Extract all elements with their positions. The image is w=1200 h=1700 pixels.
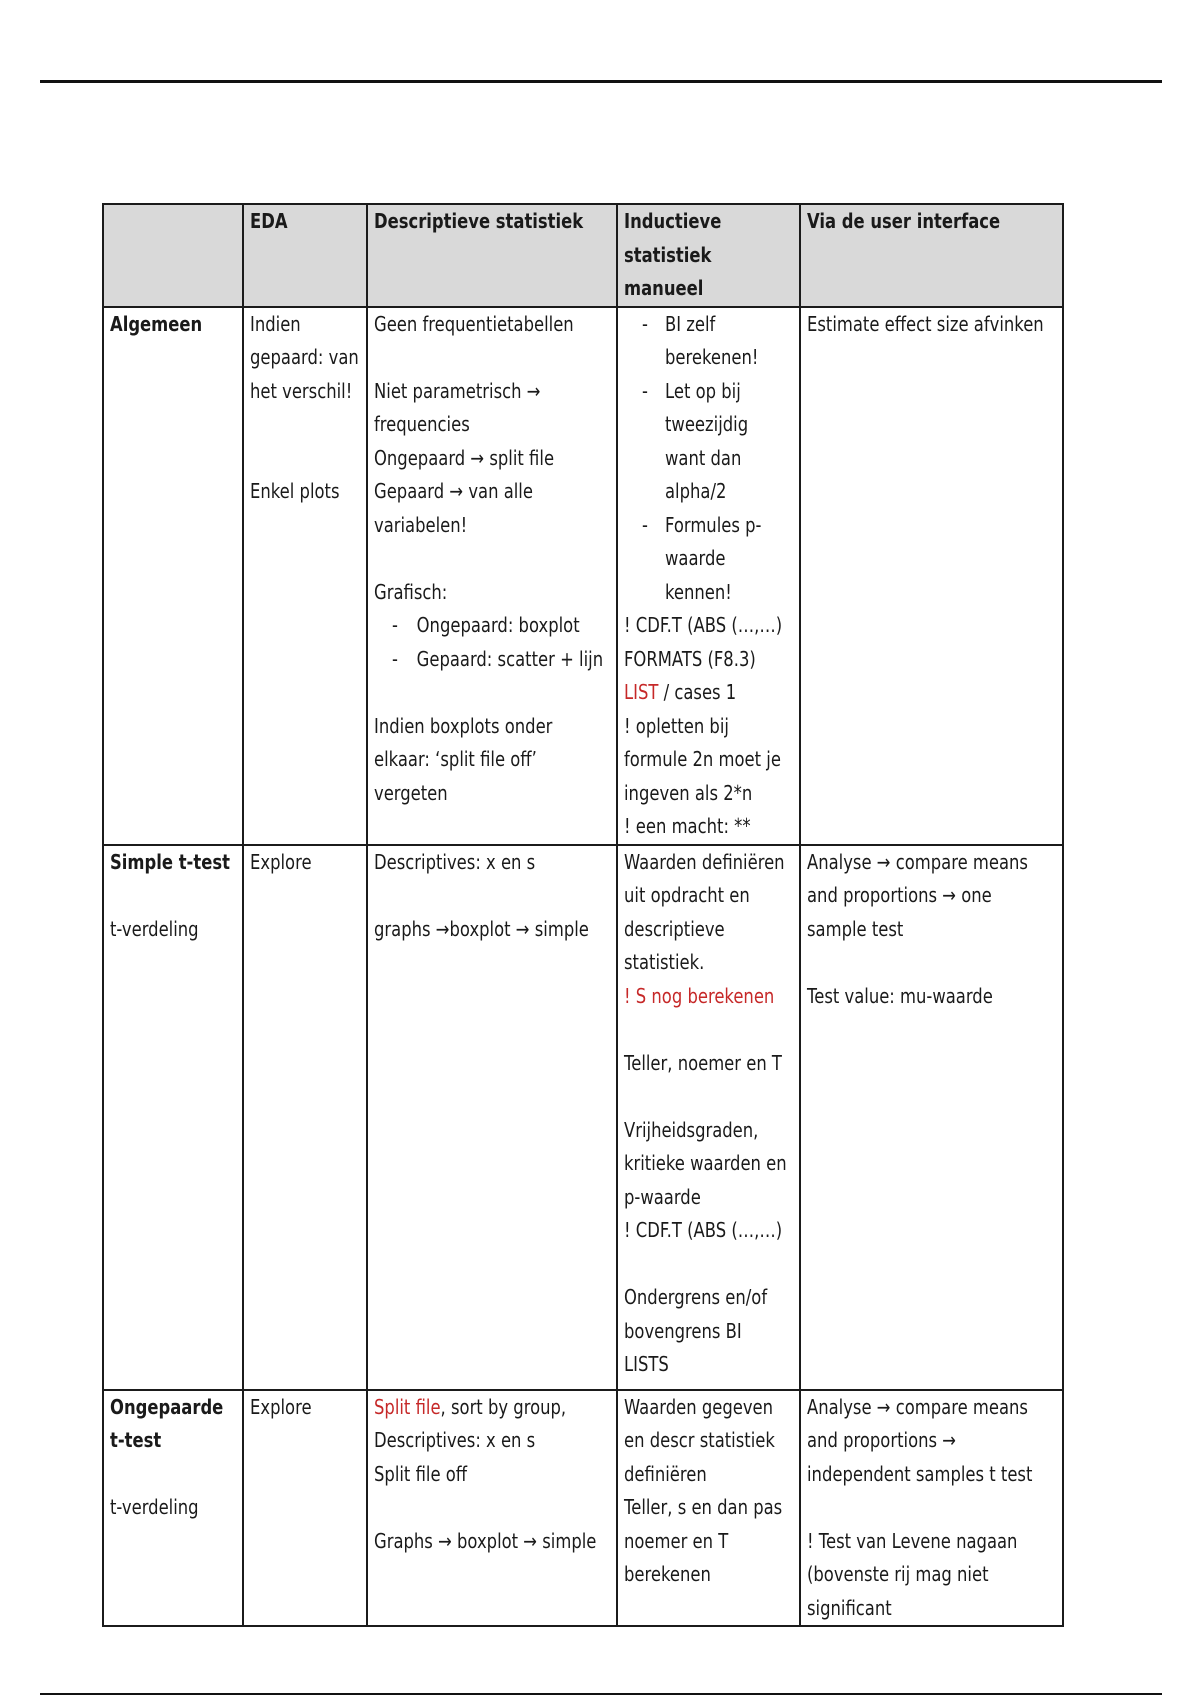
text-line: Waarden definiëren uit opdracht en descriptieve statistiek. [624,849,785,974]
text-line: Teller, s en dan pas noemer en T berekenen [624,1495,783,1586]
list-item: - Formules p-waarde kennen! [624,509,793,610]
row-label-simple-t-test [103,845,243,1390]
table-row [103,845,1063,1390]
statistics-overview-table [102,203,1064,1627]
text-line: Estimate effect size afvinken [807,311,1044,336]
text-line: Test value: mu-waarde [807,983,993,1008]
text-line: LISTS [624,1352,669,1376]
header-inductive: Inductieve statistiek manueel [617,204,800,307]
cell-simple-eda [243,845,367,1390]
text-line: Niet parametrisch → frequencies [374,378,541,436]
text-line: Grafisch: [374,579,448,604]
cell-simple-ui [800,845,1063,1390]
header-eda: EDA [243,204,367,307]
row-label-algemeen: Algemeen [103,307,243,845]
list-item: - Let op bij tweezijdig want dan alpha/2 [624,375,793,509]
bottom-rule [40,1693,1162,1695]
list-item: - BI zelf berekenen! [624,308,793,375]
bullet-list [374,609,610,676]
row-label-ongepaarde-t-test [103,1390,243,1627]
cell-unpaired-descriptive [367,1390,617,1627]
cell-unpaired-inductive [617,1390,800,1627]
top-rule [40,80,1162,83]
text-line [624,676,793,710]
cell-algemeen-eda [243,307,367,845]
text-line: Indien gepaard: van het verschil! [250,311,359,403]
text-line: Explore [250,1394,312,1419]
header-corner [103,204,243,307]
cell-simple-inductive [617,845,800,1390]
cell-unpaired-ui [800,1390,1063,1627]
text-line: Analyse → compare means and proportions → independent samples t test [807,1394,1033,1486]
row-subtitle: t-verdeling [110,916,199,941]
text-line [374,1391,610,1425]
list-keyword: LIST [624,680,659,704]
text-line: Enkel plots [250,479,340,503]
cell-simple-descriptive [367,845,617,1390]
table-header-row [103,204,1063,307]
text-line: ! S nog berekenen [624,983,775,1008]
text-line: Graphs → boxplot → simple [374,1528,597,1553]
text-line: Explore [250,849,312,874]
text-line: ! een macht: ** [624,814,751,838]
cell-algemeen-descriptive [367,307,617,845]
text-line: Vrijheidsgraden, kritieke waarden en p-waarde [624,1117,787,1209]
text-line: ! CDF.T (ABS (…,…) [624,613,783,637]
bullet-list [624,308,793,610]
text-line: Waarden gegeven en descr statistiek definiëren [624,1394,775,1486]
text-line: FORMATS (F8.3) [624,646,756,671]
split-file-keyword: Split file [374,1394,441,1419]
text-line: Split file off [374,1461,468,1486]
text-line: Ongepaard → split file [374,445,555,470]
text-line: graphs →boxplot → simple [374,916,589,941]
text-line: Descriptives: x en s [374,1428,536,1452]
row-title: Ongepaarde t-test [110,1394,224,1452]
text-fragment: / cases 1 [658,680,737,704]
text-line: Indien boxplots onder elkaar: ‘split file off’ vergeten [374,713,553,805]
cell-unpaired-eda [243,1390,367,1627]
text-line: Teller, noemer en T [624,1050,782,1075]
text-line: ! opletten bij formule 2n moet je ingeven als 2*n [624,713,781,805]
cell-algemeen-ui [800,307,1063,845]
text-line: Analyse → compare means and proportions → one sample test [807,849,1028,941]
row-title: Simple t-test [110,849,230,874]
list-item: - Ongepaard: boxplot [374,609,610,643]
cell-algemeen-inductive [617,307,800,845]
header-user-interface: Via de user interface [800,204,1063,307]
table-row [103,307,1063,845]
text-line: Ondergrens en/of bovengrens BI [624,1285,768,1343]
text-line: Gepaard → van alle variabelen! [374,479,533,537]
text-line: ! Test van Levene nagaan (bovenste rij mag niet significant [807,1528,1018,1620]
text-fragment: , sort by group, [440,1394,567,1419]
text-line: Descriptives: x en s [374,849,536,874]
row-subtitle: t-verdeling [110,1495,199,1519]
table-row [103,1390,1063,1627]
header-descriptive: Descriptieve statistiek [367,204,617,307]
text-line: ! CDF.T (ABS (…,…) [624,1218,783,1242]
list-item: - Gepaard: scatter + lijn [374,643,610,677]
text-line: Geen frequentietabellen [374,311,574,336]
